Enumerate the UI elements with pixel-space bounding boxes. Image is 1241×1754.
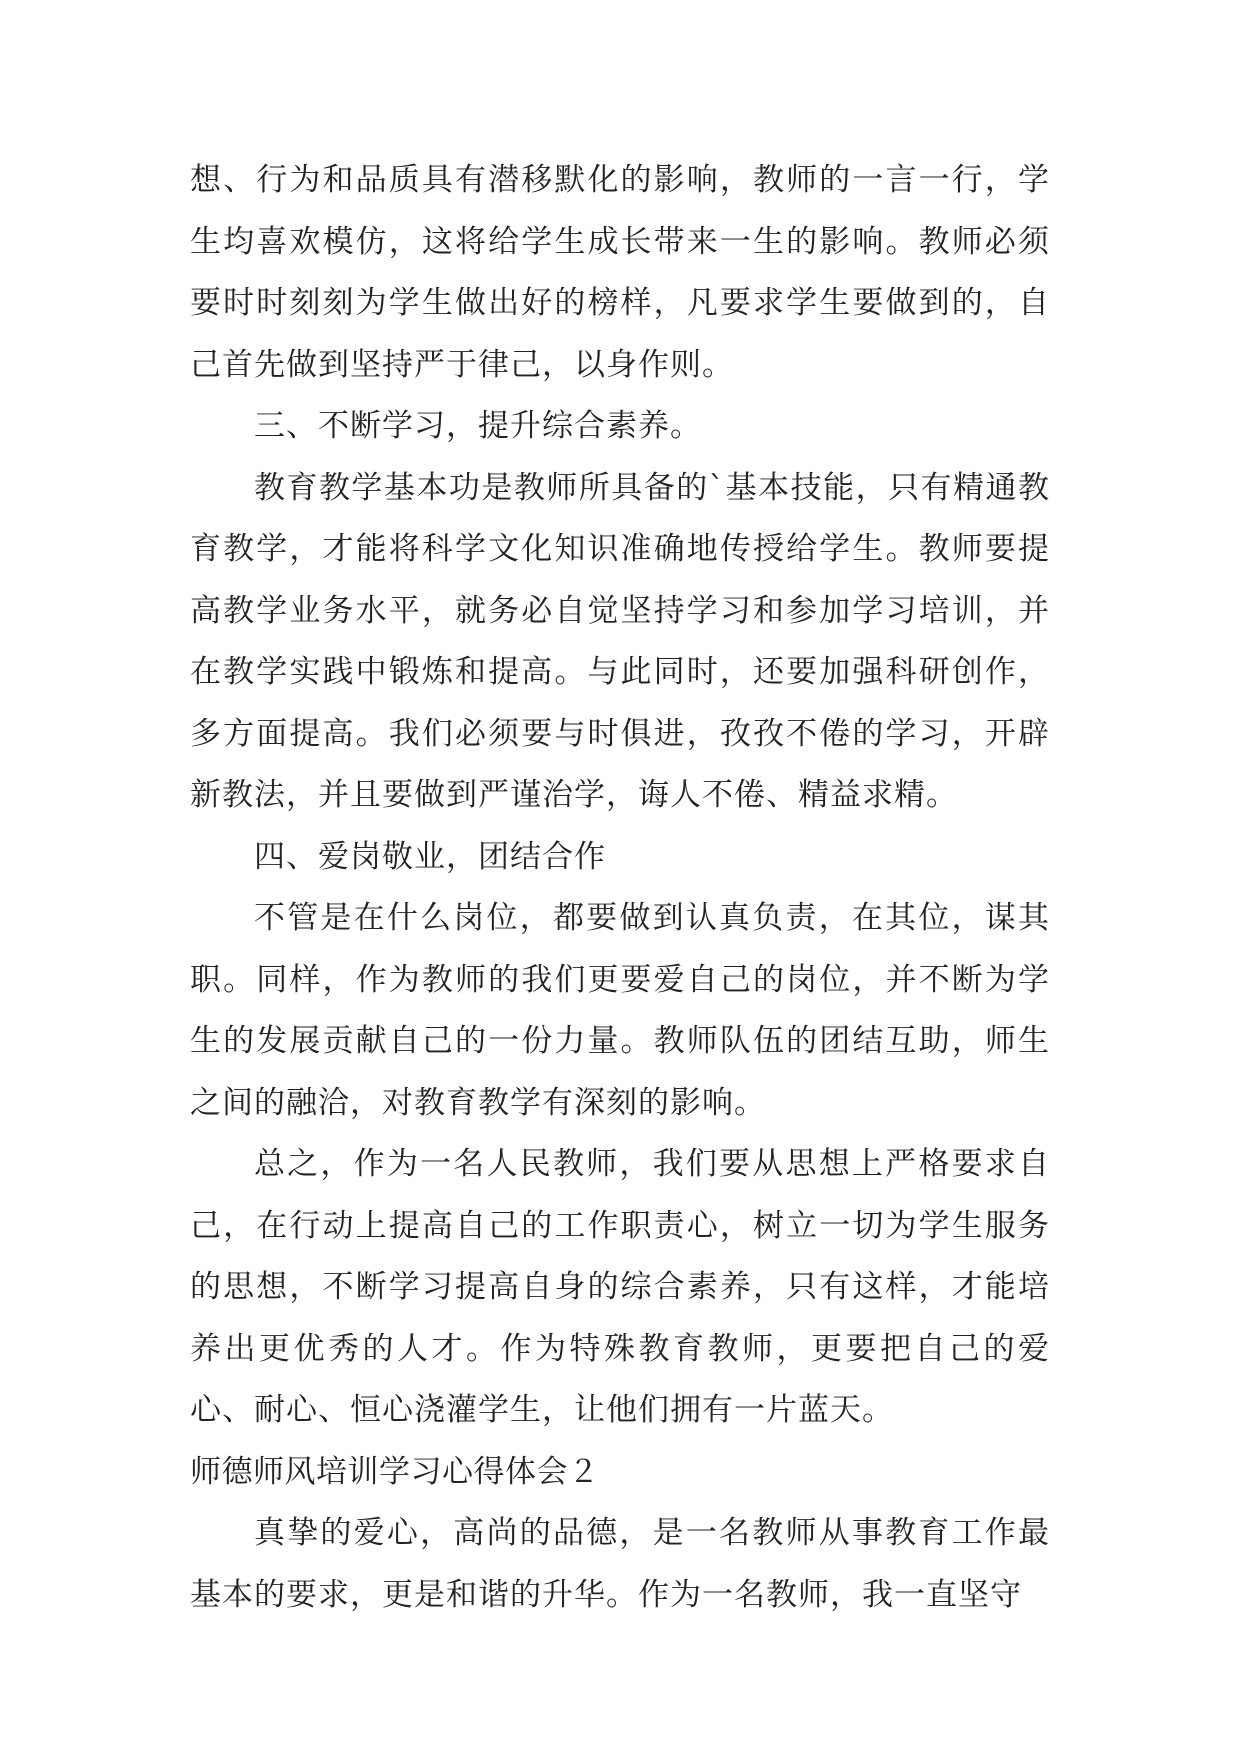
paragraph-intro-2: 真挚的爱心，高尚的品德，是一名教师从事教育工作最基本的要求，更是和谐的升华。作为一名教师，我一直坚守 [190, 1515, 1050, 1613]
section-heading-four: 四、爱岗敬业，团结合作 [254, 838, 606, 875]
document-body [190, 150, 1050, 1626]
paragraph-dedication: 不管是在什么岗位，都要做到认真负责，在其位，谋其职。同样，作为教师的我们更要爱自己的岗位，并不断为学生的发展贡献自己的一份力量。教师队伍的团结互助，师生之间的融洽，对教育教学有深刻的影响。 [190, 900, 1050, 1121]
paragraph-learning: 教育教学基本功是教师所具备的`基本技能，只有精通教育教学，才能将科学文化知识准确地传授给学生。教师要提高教学业务水平，就务必自觉坚持学习和参加学习培训，并在教学实践中锻炼和提高。与此同时，还要加强科研创作，多方面提高。我们必须要与时俱进，孜孜不倦的学习，开辟新教法，并且要做到严谨治学，诲人不倦、精益求精。 [190, 469, 1050, 813]
paragraph-summary: 总之，作为一名人民教师，我们要从思想上严格要求自己，在行动上提高自己的工作职责心，树立一切为学生服务的思想，不断学习提高自身的综合素养，只有这样，才能培养出更优秀的人才。作为特殊教育教师，更要把自己的爱心、耐心、恒心浇灌学生，让他们拥有一片蓝天。 [190, 1146, 1050, 1428]
document-title-2: 师德师风培训学习心得体会２ [190, 1453, 600, 1490]
paragraph-continued: 想、行为和品质具有潜移默化的影响，教师的一言一行，学生均喜欢模仿，这将给学生成长带来一生的影响。教师必须要时时刻刻为学生做出好的榜样，凡要求学生要做到的，自己首先做到坚持严于律己，以身作则。 [190, 162, 1050, 383]
section-heading-three: 三、不断学习，提升综合素养。 [254, 408, 702, 444]
